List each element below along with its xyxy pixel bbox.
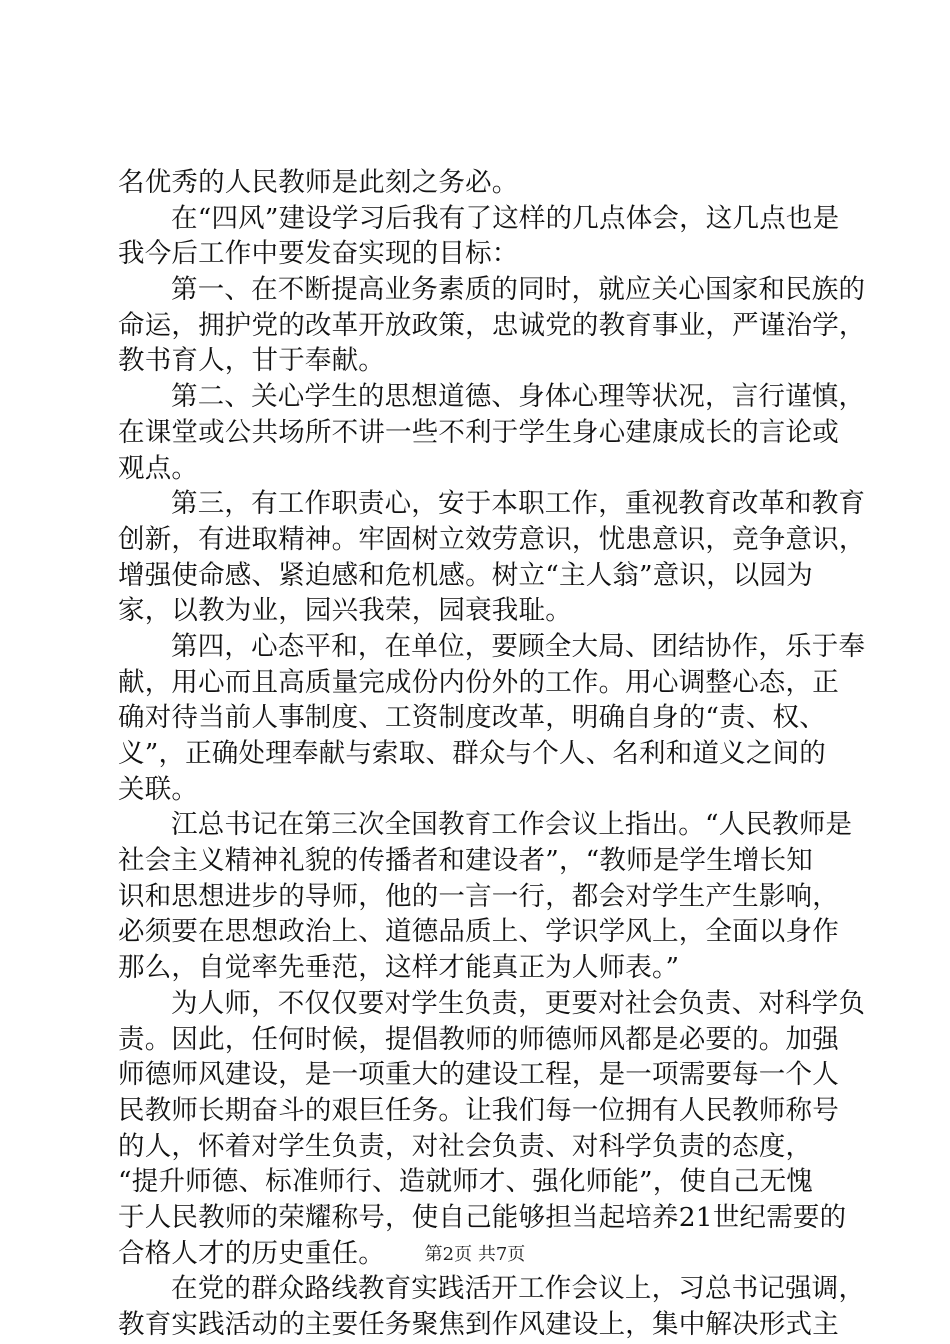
text-line: 责。因此，任何时候，提倡教师的师德师风都是必要的。加强 — [118, 1023, 839, 1055]
text-line: 名优秀的人民教师是此刻之务必。 — [118, 167, 519, 198]
page-footer: 第2页 共7页 — [424, 1244, 526, 1265]
text-line: 江总书记在第三次全国教育工作会议上指出。“人民教师是 — [171, 809, 853, 841]
text-line: 为人师，不仅仅要对学生负责，更要对社会负责、对科学负 — [171, 987, 866, 1019]
text-line: 在课堂或公共场所不讲一些不利于学生身心建康成长的言论或 — [118, 416, 839, 448]
paragraph — [118, 272, 866, 379]
text-line: 那么，自觉率先垂范，这样才能真正为人师表。” — [118, 952, 680, 984]
text-line: 义”，正确处理奉献与索取、群众与个人、名利和道义之间的 — [118, 738, 826, 769]
text-line: 献，用心而且高质量完成份内份外的工作。用心调整心态，正 — [118, 666, 839, 698]
text-line: 师德师风建设，是一项重大的建设工程，是一项需要每一个人 — [118, 1059, 839, 1091]
document-body — [118, 165, 866, 1343]
text-line: 观点。 — [118, 452, 199, 484]
text-line: 在党的群众路线教育实践活开工作会议上，习总书记强调， — [171, 1273, 866, 1305]
text-line: 增强使命感、紧迫感和危机感。树立“主人翁”意识，以园为 — [118, 559, 813, 591]
text-line: 的人，怀着对学生负责，对社会负责、对科学负责的态度， — [118, 1130, 813, 1162]
text-line: 于人民教师的荣耀称号，使自己能够担当起培养21世纪需要的 — [118, 1201, 847, 1233]
text-line: 第二、关心学生的思想道德、身体心理等状况，言行谨慎， — [171, 381, 866, 413]
paragraph — [118, 807, 858, 985]
text-line: 必须要在思想政治上、道德品质上、学识学风上，全面以身作 — [118, 916, 839, 948]
text-line: 关联。 — [118, 773, 199, 805]
paragraph — [118, 486, 866, 629]
text-line: 确对待当前人事制度、工资制度改革，明确自身的“责、权、 — [118, 702, 826, 734]
text-line: 教育实践活动的主要任务聚焦到作风建设上，集中解决形式主 — [118, 1309, 839, 1340]
paragraph — [118, 201, 858, 272]
text-line: 命运，拥护党的改革开放政策，忠诚党的教育事业，严谨治学， — [118, 309, 866, 341]
text-line: 创新，有进取精神。牢固树立效劳意识，忧患意识，竞争意识， — [118, 523, 866, 555]
text-line: 社会主义精神礼貌的传播者和建设者”，“教师是学生增长知 — [118, 845, 813, 877]
paragraph — [118, 629, 866, 807]
text-line: “提升师德、标准师行、造就师才、强化师能”，使自己无愧 — [118, 1166, 813, 1198]
text-line: 第三，有工作职责心，安于本职工作，重视教育改革和教育 — [171, 488, 866, 520]
text-line: 在“四风”建设学习后我有了这样的几点体会，这几点也是 — [171, 202, 840, 234]
text-line: 民教师长期奋斗的艰巨任务。让我们每一位拥有人民教师称号 — [118, 1094, 839, 1126]
paragraph — [118, 1271, 866, 1342]
text-line: 我今后工作中要发奋实现的目标： — [118, 238, 519, 270]
text-line: 第一、在不断提高业务素质的同时，就应关心国家和民族的 — [171, 274, 866, 306]
text-line: 第四，心态平和，在单位，要顾全大局、团结协作，乐于奉 — [171, 630, 866, 662]
text-line: 家，以教为业，园兴我荣，园衰我耻。 — [118, 595, 572, 627]
paragraph — [118, 986, 866, 1272]
paragraph — [118, 379, 866, 486]
paragraph — [118, 165, 858, 201]
text-line: 识和思想进步的导师，他的一言一行，都会对学生产生影响， — [118, 880, 839, 912]
text-line: 教书育人，甘于奉献。 — [118, 345, 385, 377]
text-line: 合格人才的历史重任。 — [118, 1237, 385, 1269]
